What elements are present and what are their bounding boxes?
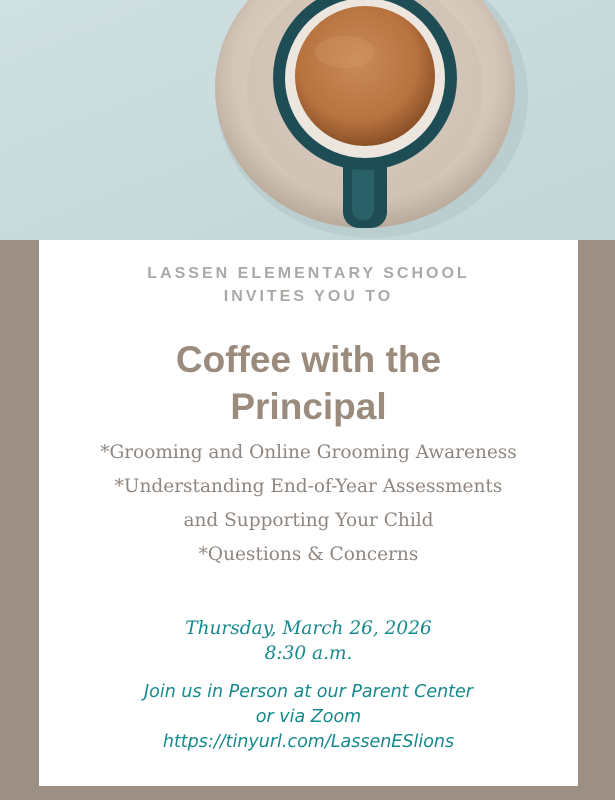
agenda-item: *Grooming and Online Grooming Awareness: [100, 442, 517, 463]
event-title: [39, 336, 578, 430]
event-location: [39, 680, 578, 755]
location-line-1: Join us in Person at our Parent Center: [143, 682, 474, 702]
event-time: 8:30 a.m.: [264, 643, 353, 664]
event-schedule: [39, 616, 578, 666]
location-line-2: or via Zoom: [255, 707, 362, 727]
coffee-cup-photo: [0, 0, 615, 240]
inviter-tagline: INVITES YOU TO: [223, 288, 394, 305]
inviter-school-name: LASSEN ELEMENTARY SCHOOL: [147, 265, 470, 282]
event-title-line-2: Principal: [230, 386, 387, 427]
agenda-item: *Questions & Concerns: [198, 544, 419, 565]
inviter-heading: [39, 262, 578, 308]
zoom-link[interactable]: https://tinyurl.com/LassenESlions: [162, 732, 455, 752]
event-title-line-1: Coffee with the: [175, 339, 442, 380]
agenda-item: and Supporting Your Child: [183, 510, 434, 531]
agenda-item: *Understanding End-of-Year Assessments: [114, 476, 503, 497]
event-date: Thursday, March 26, 2026: [185, 618, 432, 639]
coffee-cup-illustration: [0, 0, 615, 240]
invitation-card: [39, 240, 578, 786]
agenda-list: [39, 436, 578, 572]
